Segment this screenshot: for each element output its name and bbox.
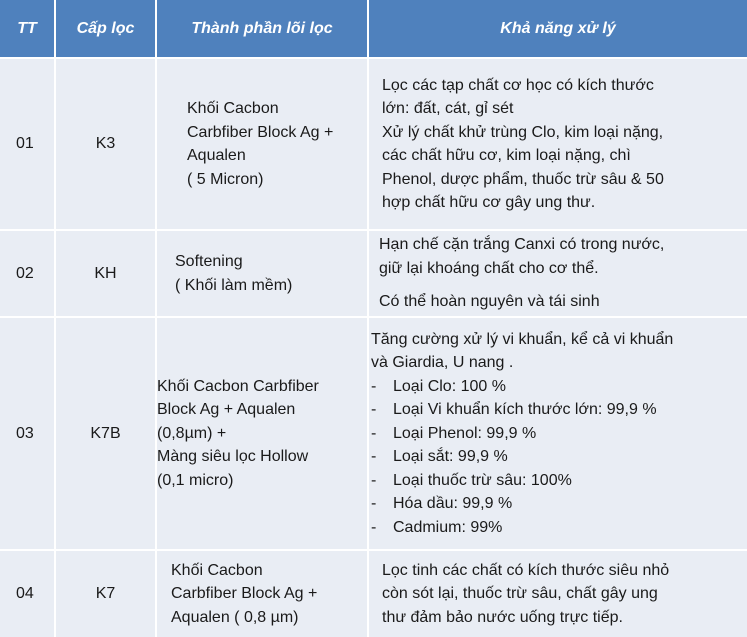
bullet-item: - Loại Vi khuẩn kích thước lớn: 99,9 % <box>371 401 657 419</box>
capability-line: Xử lý chất khử trùng Clo, kim loại nặng, <box>382 123 664 141</box>
capability-line: Tăng cường xử lý vi khuẩn, kể cả vi khuẩn <box>371 330 674 348</box>
capability-line: và Giardia, U nang . <box>371 354 514 372</box>
row-number: 01 <box>0 58 55 230</box>
row-number: 02 <box>0 230 55 317</box>
bullet-item: - Hóa dầu: 99,9 % <box>371 495 513 513</box>
bullet-item: - Cadmium: 99% <box>371 518 503 536</box>
filter-capability <box>368 317 747 550</box>
capability-line: Có thể hoàn nguyên và tái sinh <box>379 293 600 311</box>
table-row <box>0 230 747 317</box>
filter-composition <box>156 230 368 317</box>
composition-line: (0,1 micro) <box>157 471 234 489</box>
composition-line: Carbfiber Block Ag + <box>171 585 318 603</box>
filter-composition <box>156 58 368 230</box>
header-thanh-phan: Thành phần lõi lọc <box>156 0 368 58</box>
capability-line: giữ lại khoáng chất cho cơ thể. <box>379 259 599 277</box>
capability-line: các chất hữu cơ, kim loại nặng, chì <box>382 147 631 164</box>
filter-capability <box>368 230 747 317</box>
composition-line: Màng siêu lọc Hollow <box>157 448 309 466</box>
bullet-item: - Loại Phenol: 99,9 % <box>371 424 537 442</box>
composition-line: Softening <box>175 253 243 270</box>
capability-line: Lọc các tạp chất cơ học có kích thước <box>382 76 654 94</box>
filter-level: KH <box>55 230 156 317</box>
row-number: 04 <box>0 550 55 637</box>
composition-line: Aqualen ( 0,8 µm) <box>171 608 299 626</box>
capability-line: Lọc tinh các chất có kích thước siêu nhỏ <box>382 561 670 579</box>
table-row <box>0 550 747 637</box>
filter-composition <box>156 550 368 637</box>
filter-capability <box>368 58 747 230</box>
composition-line: Carbfiber Block Ag + <box>187 123 334 141</box>
composition-line: (0,8µm) + <box>157 424 227 442</box>
filter-composition <box>156 317 368 550</box>
header-kha-nang: Khả năng xử lý <box>368 0 747 58</box>
composition-line: Aqualen <box>187 147 246 164</box>
capability-line: Hạn chế cặn trắng Canxi có trong nước, <box>379 236 665 254</box>
table-row <box>0 317 747 550</box>
composition-line: Khối Cacbon Carbfiber <box>157 377 319 395</box>
bullet-item: - Loại sắt: 99,9 % <box>371 448 508 466</box>
composition-line: Block Ag + Aqualen <box>157 401 296 419</box>
bullet-item: - Loại thuốc trừ sâu: 100% <box>371 471 572 489</box>
row-number: 03 <box>0 317 55 550</box>
table-row <box>0 58 747 230</box>
filter-level: K7B <box>55 317 156 550</box>
capability-line: Phenol, dược phẩm, thuốc trừ sâu & 50 <box>382 170 664 188</box>
filter-level: K7 <box>55 550 156 637</box>
header-cap-loc: Cấp lọc <box>55 0 156 58</box>
composition-line: ( 5 Micron) <box>187 170 264 188</box>
composition-line: ( Khối làm mềm) <box>175 276 293 294</box>
capability-line: lớn: đất, cát, gỉ sét <box>382 100 514 117</box>
capability-line: còn sót lại, thuốc trừ sâu, chất gây ung <box>382 585 658 603</box>
filter-capability <box>368 550 747 637</box>
table-header-row <box>0 0 747 58</box>
filter-level: K3 <box>55 58 156 230</box>
header-tt: TT <box>0 0 55 58</box>
composition-line: Khối Cacbon <box>187 100 279 117</box>
composition-line: Khối Cacbon <box>171 561 263 579</box>
capability-line: thư đảm bảo nước uống trực tiếp. <box>382 608 623 626</box>
capability-line: hợp chất hữu cơ gây ung thư. <box>382 194 596 211</box>
bullet-item: - Loại Clo: 100 % <box>371 377 506 395</box>
